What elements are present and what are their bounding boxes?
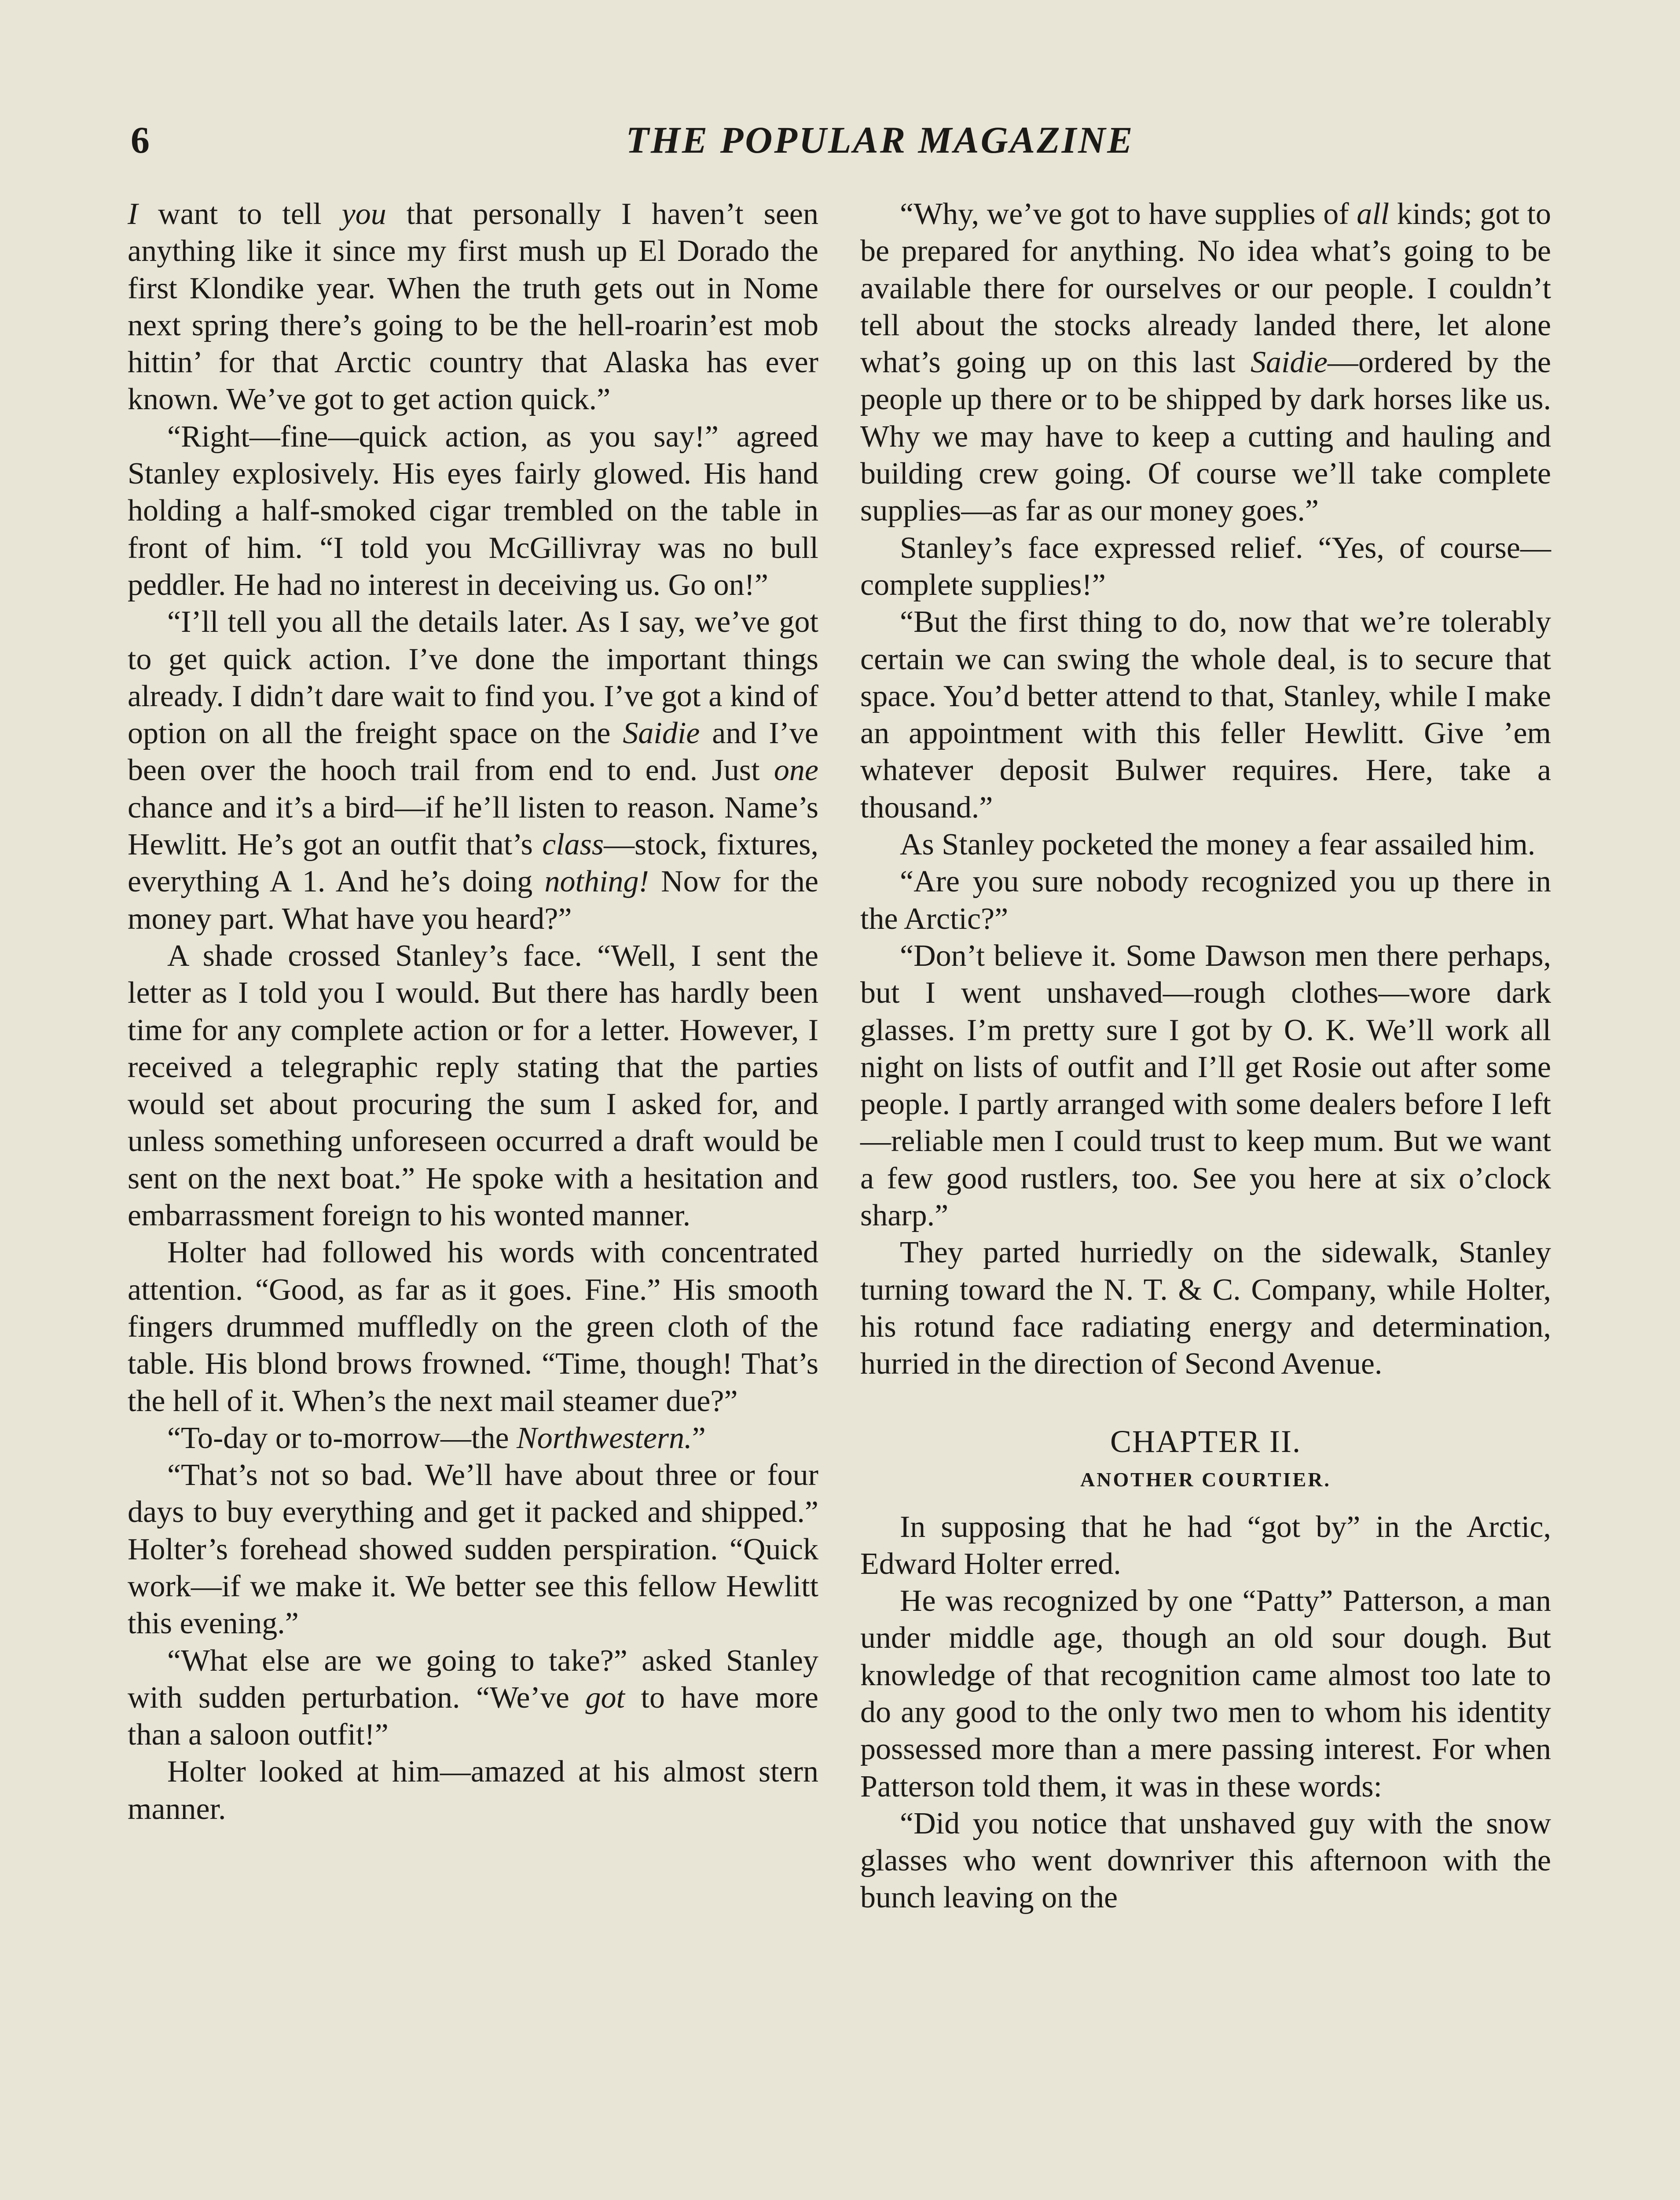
text-run: —ordered by the people up there or to be shipped by dark horses like us. Why we may have to keep a cutting and hauling and building crew going. Of course we’ll take complete supplies—as far as our money goes.” <box>860 345 1551 528</box>
italic-text: you <box>341 197 386 231</box>
text-run: “Why, we’ve got to have supplies of <box>900 197 1357 231</box>
italic-text: nothing! <box>544 865 649 899</box>
paragraph <box>860 1234 1551 1382</box>
text-run: “Did you notice that unshaved guy with the snow glasses who went downriver this afternoon with the bunch leaving on the <box>860 1806 1551 1915</box>
text-run: “Are you sure nobody recognized you up there in the Arctic?” <box>860 865 1551 936</box>
text-run: ” <box>692 1421 706 1455</box>
paragraph <box>860 1805 1551 1917</box>
paragraph <box>128 196 818 418</box>
text-run: —stock, fixtures, everything A 1. And he’s doing <box>128 828 818 899</box>
paragraph <box>128 418 818 604</box>
text-run: and I’ve been over the hooch trail from end to end. Just <box>128 716 819 788</box>
paragraph <box>128 1753 818 1828</box>
text-run: “Right—fine—quick action, as you say!” agreed Stanley explosively. His eyes fairly glowed. His hand holding a half-smoked cigar trembled on the table in front of him. “I told you McGillivray was no bull peddler. He had no interest in deceiving us. Go on!” <box>128 419 818 602</box>
text-run: They parted hurriedly on the sidewalk, Stanley turning toward the N. T. & C. Company, while Holter, his rotund face radiating energy and determination, hurried in the direction of Second Avenue. <box>860 1236 1551 1381</box>
left-column-text <box>128 196 818 1828</box>
left-column <box>128 196 818 1828</box>
paragraph <box>860 1583 1551 1805</box>
paragraph <box>860 196 1551 530</box>
paragraph <box>128 1457 818 1642</box>
italic-text: I <box>128 197 138 231</box>
text-run: A shade crossed Stanley’s face. “Well, I sent the letter as I told you I would. But there has hardly been time for any complete action or for a letter. However, I received a telegraphic reply stating that the parties would set about procuring the sum I asked for, and unless something unforeseen occurred a draft would be sent on the next boat.” He spoke with a hesitation and embarrassment foreign to his wonted manner. <box>128 939 818 1233</box>
paragraph <box>860 1509 1551 1583</box>
chapter-title: CHAPTER II. <box>1110 1423 1301 1459</box>
paragraph <box>860 604 1551 826</box>
paragraph <box>860 826 1551 863</box>
text-run: He was recognized by one “Patty” Patterson, a man under middle age, though an old sour dough. But knowledge of that recognition came almost too late to do any good to the only two men to whom his identity possessed more than a mere passing interest. For when Patterson told them, it was in these words: <box>860 1584 1551 1804</box>
right-column-text <box>860 196 1551 1383</box>
text-run: “To-day or to-morrow—the <box>167 1421 517 1455</box>
paragraph <box>128 938 818 1234</box>
italic-text: Saidie <box>1250 345 1328 380</box>
italic-text: Saidie <box>623 716 700 751</box>
text-run: “What else are we going to take?” asked Stanley with sudden perturbation. “We’ve <box>128 1643 818 1715</box>
paragraph <box>860 938 1551 1234</box>
paragraph <box>860 530 1551 604</box>
right-column <box>860 196 1551 1917</box>
italic-text: class <box>542 828 604 862</box>
paragraph <box>860 863 1551 938</box>
text-run: chance and it’s a bird—if he’ll listen to reason. Name’s Hewlitt. He’s got an outfit that’s <box>128 790 818 862</box>
text-run: kinds; got to be prepared for anything. No idea what’s going to be available there for ourselves or our people. I couldn’t tell about the stocks already landed there, let alone what’s going up on this last <box>860 197 1551 380</box>
paragraph <box>128 1420 818 1457</box>
magazine-title: THE POPULAR MAGAZINE <box>626 119 1134 161</box>
text-run: Now for the money part. What have you heard?” <box>128 865 818 936</box>
text-run: “But the first thing to do, now that we’re tolerably certain we can swing the whole deal, is to secure that space. You’d better attend to that, Stanley, while I make an appointment with this feller Hewlitt. Give ’em whatever deposit Bulwer requires. Here, take a thousand.” <box>860 605 1551 825</box>
paragraph <box>128 604 818 938</box>
italic-text: one <box>774 753 818 788</box>
italic-text: Northwestern. <box>517 1421 692 1455</box>
text-run: Holter had followed his words with concentrated attention. “Good, as far as it goes. Fine.” His smooth fingers drummed muffledly on the green cloth of the table. His blond brows frowned. “Time, though! That’s the hell of it. When’s the next mail steamer due?” <box>128 1236 818 1418</box>
chapter-subtitle: ANOTHER COURTIER. <box>1080 1468 1331 1491</box>
text-run: “Don’t believe it. Some Dawson men there perhaps, but I went unshaved—rough clothes—wore dark glasses. I’m pretty sure I got by O. K. We’ll work all night on lists of outfit and I’ll get Rosie out after some people. I partly arranged with some dealers before I left—reliable men I could trust to keep mum. But we want a few good rustlers, too. See you here at six o’clock sharp.” <box>860 939 1551 1233</box>
text-run: “I’ll tell you all the details later. As I say, we’ve got to get quick action. I’ve done the important things already. I didn’t dare wait to find you. I’ve got a kind of option on all the freight space on the <box>128 605 818 751</box>
italic-text: got <box>585 1680 625 1715</box>
text-run: that personally I haven’t seen anything like it since my first mush up El Dorado the first Klondike year. When the truth gets out in Nome next spring there’s going to be the hell-roarin’est mob hittin’ for that Arctic country that Alaska has ever known. We’ve got to get action quick.” <box>128 197 818 417</box>
text-run: Stanley’s face expressed relief. “Yes, of course—complete supplies!” <box>860 531 1551 602</box>
text-run: want to tell <box>138 197 342 231</box>
page-number: 6 <box>131 119 150 161</box>
text-run: “That’s not so bad. We’ll have about three or four days to buy everything and get it packed and shipped.” Holter’s forehead showed sudden perspiration. “Quick work—if we make it. We better see this fellow Hewlitt this evening.” <box>128 1458 818 1641</box>
text-run: In supposing that he had “got by” in the Arctic, Edward Holter erred. <box>860 1510 1551 1581</box>
text-run: to have more than a saloon outfit!” <box>128 1680 818 1752</box>
text-run: As Stanley pocketed the money a fear assailed him. <box>900 828 1536 862</box>
chapter-text <box>860 1509 1551 1917</box>
paragraph <box>128 1234 818 1419</box>
text-run: Holter looked at him—amazed at his almost stern manner. <box>128 1755 818 1826</box>
italic-text: all <box>1357 197 1390 231</box>
paragraph <box>128 1643 818 1754</box>
